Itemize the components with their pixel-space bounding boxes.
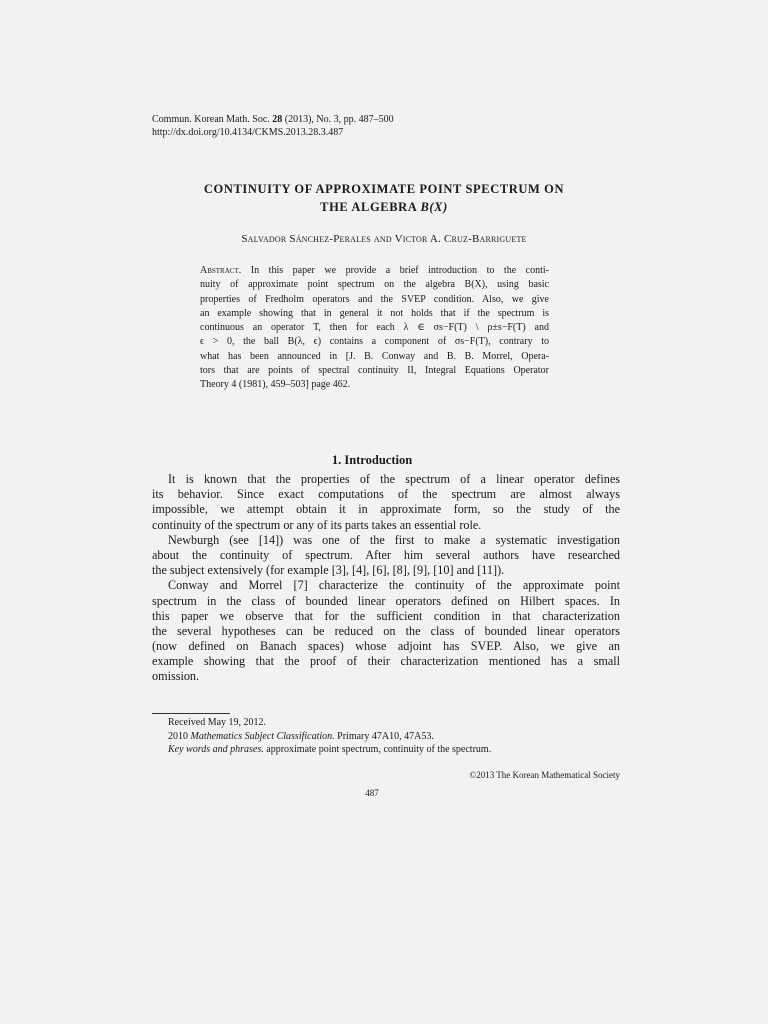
- body-line: its behavior. Since exact computations of the spectrum are almost always: [152, 487, 620, 502]
- journal-name: Commun. Korean Math. Soc.: [152, 114, 270, 125]
- title-math: B(X): [420, 200, 448, 214]
- body-line: It is known that the properties of the spectrum of a linear operator defines: [168, 472, 620, 486]
- abstract-heading: Abstract.: [200, 265, 242, 276]
- journal-line: [152, 114, 394, 127]
- abstract-line: ϵ > 0, the ball B(λ, ϵ) contains a component of σs−F(T), contrary to: [200, 336, 549, 348]
- msc-value: Primary 47A10, 47A53.: [337, 730, 434, 742]
- body-line: impossible, we attempt obtain it in approximate form, so the study of the: [152, 502, 620, 517]
- footnote-received: Received May 19, 2012.: [168, 717, 267, 728]
- doi-link[interactable]: http://dx.doi.org/10.4134/CKMS.2013.28.3.487: [152, 126, 344, 138]
- msc-year: 2010: [168, 730, 188, 742]
- body-line: this paper we observe that for the sufficient condition in that characterization: [152, 608, 620, 623]
- abstract-line: properties of Fredholm operators and the SVEP condition. Also, we give: [200, 293, 549, 305]
- body-line: example showing that the proof of their characterization mentioned has a small: [152, 654, 620, 669]
- body-line: the subject extensively (for example [3], [4], [6], [8], [9], [10] and [11]).: [152, 563, 505, 578]
- page-number: 487: [365, 788, 379, 798]
- keywords-value: approximate point spectrum, continuity of the spectrum.: [266, 744, 492, 755]
- body-line: the several hypotheses can be reduced on the class of bounded linear operators: [152, 623, 620, 638]
- footnotes: [152, 716, 491, 757]
- title-line-2-text: THE ALGEBRA: [320, 200, 421, 214]
- abstract-line-text: In this paper we provide a brief introduction to the conti-: [250, 265, 550, 276]
- body-line: (now defined on Banach spaces) whose adjoint has SVEP. Also, we give an: [152, 639, 620, 654]
- title-line-2: [0, 198, 768, 216]
- body-line: Newburgh (see [14]) was one of the first to make a systematic investigation: [168, 532, 620, 547]
- footnote-keywords: [152, 743, 491, 757]
- journal-issue-pages: (2013), No. 3, pp. 487–500: [284, 114, 394, 125]
- title-line-1: CONTINUITY OF APPROXIMATE POINT SPECTRUM ON: [203, 182, 565, 196]
- abstract-line: Theory 4 (1981), 459–503] page 462.: [200, 379, 351, 391]
- journal-citation: [152, 114, 394, 139]
- body-line: about the continuity of spectrum. After him several authors have researched: [152, 547, 620, 562]
- abstract-line: what has been announced in [J. B. Conway and B. B. Morrel, Opera-: [200, 350, 549, 362]
- keywords-label: Key words and phrases.: [168, 744, 264, 755]
- body-line: spectrum in the class of bounded linear operators defined on Hilbert spaces. In: [152, 593, 620, 608]
- body-line: omission.: [152, 669, 200, 684]
- abstract-line: an example showing that in general it not holds that if the spectrum is: [200, 307, 549, 319]
- section-heading: 1. Introduction: [331, 453, 413, 467]
- body-line: continuity of the spectrum or any of its parts takes an essential role.: [152, 517, 482, 532]
- abstract-line: tors that are points of spectral continuity II, Integral Equations Operator: [200, 365, 549, 377]
- footnote-msc: [152, 730, 491, 744]
- body-line: Conway and Morrel [7] characterize the continuity of the approximate point: [168, 578, 620, 593]
- body-text: [152, 472, 620, 685]
- msc-label: Mathematics Subject Classification.: [190, 730, 335, 742]
- journal-volume: 28: [272, 114, 283, 125]
- abstract-line: nuity of approximate point spectrum on the algebra B(X), using basic: [200, 279, 549, 291]
- paper-title: [0, 180, 768, 216]
- authors: Salvador Sánchez-Perales and Victor A. Cruz-Barriguete: [241, 233, 527, 245]
- abstract: [200, 264, 549, 393]
- abstract-line: [200, 264, 549, 278]
- abstract-line: continuous an operator T, then for each λ ∈ σs−F(T) \ ρ±s−F(T) and: [200, 322, 549, 334]
- copyright: ©2013 The Korean Mathematical Society: [469, 770, 620, 780]
- footnote-rule: [152, 713, 230, 714]
